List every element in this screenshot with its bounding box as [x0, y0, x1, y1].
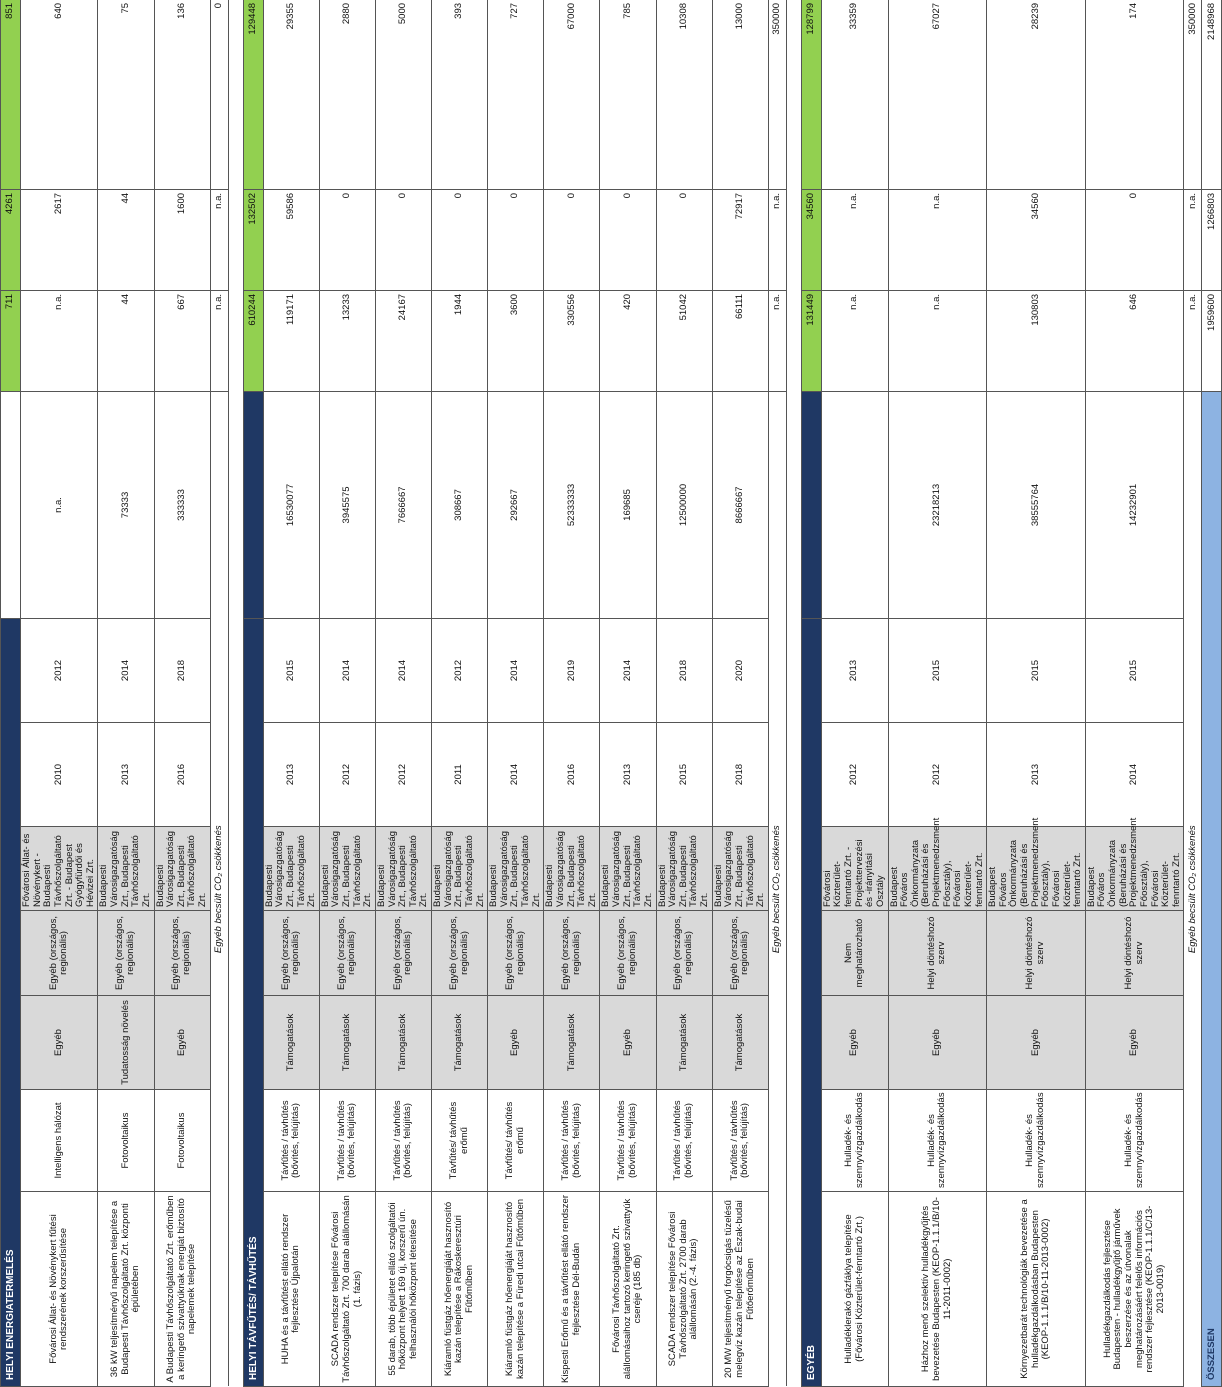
measure-end-year: 2012 [432, 618, 488, 722]
measure-start-year: 2018 [712, 723, 768, 827]
measure-energy-saving: n.a. [821, 290, 888, 391]
measure-category: Fotovoltaikus [98, 1090, 154, 1192]
measure-energy-saving: 51042 [656, 290, 712, 391]
measure-renewable: 2617 [21, 189, 98, 290]
measure-cost: 169685 [600, 391, 656, 618]
other-co2-row [768, 0, 786, 1387]
section-total-renewable: 4261 [1, 189, 21, 290]
measure-tool: Egyéb [987, 996, 1086, 1090]
measure-responsible: Budapesti Városigazgatóság Zrt., Budapesti Távhőszolgáltató Zrt. [263, 827, 319, 911]
measure-name: Környezetbarát technológiák bevezetése a hulladékgazdálkodásban Budapesten (KEOP-1.1.1/B/10-11-2013-0002) [987, 1192, 1086, 1387]
measure-end-year: 2014 [98, 618, 154, 722]
measure-responsible: Budapesti Városigazgatóság Zrt., Budapesti Távhőszolgáltató Zrt. [600, 827, 656, 911]
measure-renewable: 0 [600, 189, 656, 290]
measure-level: Egyéb (országos, regionális) [432, 911, 488, 996]
measure-cost: 8666667 [712, 391, 768, 618]
measure-renewable: 72917 [712, 189, 768, 290]
table-row [154, 0, 210, 1387]
measure-cost: 52333333 [544, 391, 600, 618]
measure-category: Távfűtés / távhűtés (bővítés, felújítás) [656, 1090, 712, 1192]
measure-responsible: Budapesti Városigazgatóság Zrt., Budapesti Távhőszolgáltató Zrt. [432, 827, 488, 911]
measure-start-year: 2012 [319, 723, 375, 827]
measure-energy-saving: 1944 [432, 290, 488, 391]
measure-energy-saving: 119171 [263, 290, 319, 391]
measure-tool: Tudatosság növelés [98, 996, 154, 1090]
measure-tool: Egyéb [600, 996, 656, 1090]
measure-category: Távfűtés/ távhűtés erőmű [488, 1090, 544, 1192]
section-title: HELYI TÁVFŰTÉS/ TÁVHŰTÉS [243, 618, 263, 1386]
table-row [600, 0, 656, 1387]
other-co2-energy: n.a. [210, 290, 228, 391]
measure-cost [821, 391, 888, 618]
measure-start-year: 2013 [263, 723, 319, 827]
measure-responsible: Budapesti Városigazgatóság Zrt., Budapesti Távhőszolgáltató Zrt. [712, 827, 768, 911]
other-co2-energy: n.a. [1184, 290, 1202, 391]
measure-renewable: 59586 [263, 189, 319, 290]
measure-cost: 12500000 [656, 391, 712, 618]
table-row [712, 0, 768, 1387]
table-row [987, 0, 1086, 1387]
other-co2-renewable: n.a. [1184, 189, 1202, 290]
table-body [1, 0, 1222, 1387]
measure-renewable: 0 [488, 189, 544, 290]
measure-name: HUHA és a távfűtést ellátó rendszer fejlesztése Újpalotán [263, 1192, 319, 1387]
measure-category: Távfűtés / távhűtés (bővítés, felújítás) [600, 1090, 656, 1192]
measure-energy-saving: 13233 [319, 290, 375, 391]
section-header-row [1, 0, 21, 1387]
measure-start-year: 2013 [600, 723, 656, 827]
measure-category: Távfűtés / távhűtés (bővítés, felújítás) [263, 1090, 319, 1192]
measure-end-year: 2015 [888, 618, 987, 722]
section-total-energy: 131449 [801, 290, 821, 391]
other-co2-label: Egyéb becsült CO₂ csökkenés [210, 391, 228, 1386]
grand-total-energy: 1959600 [1202, 290, 1222, 391]
measure-level: Egyéb (országos, regionális) [375, 911, 431, 996]
measure-level: Egyéb (országos, regionális) [98, 911, 154, 996]
measure-co2-reduction: 13000 [712, 0, 768, 189]
spacer-row [786, 0, 801, 1387]
section-total-energy: 711 [1, 290, 21, 391]
measure-energy-saving: 420 [600, 290, 656, 391]
measure-end-year: 2020 [712, 618, 768, 722]
measure-start-year: 2012 [375, 723, 431, 827]
table-row [319, 0, 375, 1387]
section-total-co2: 129448 [243, 0, 263, 189]
measure-co2-reduction: 727 [488, 0, 544, 189]
measure-renewable: 0 [1085, 189, 1184, 290]
measure-energy-saving: 646 [1085, 290, 1184, 391]
measure-cost: 308667 [432, 391, 488, 618]
measure-name: 55 darab, több épületet ellátó szolgáltatói hőközpont helyett 169 új, korszerű ún. felhasználói hőközpont létesítése [375, 1192, 431, 1387]
measure-responsible: Budapesti Városigazgatóság Zrt., Budapesti Távhőszolgáltató Zrt. [319, 827, 375, 911]
measure-cost: 14232901 [1085, 391, 1184, 618]
measure-start-year: 2013 [98, 723, 154, 827]
measure-tool: Támogatások [375, 996, 431, 1090]
measure-name: SCADA rendszer telepítése Fővárosi Távhőszolgáltató Zrt. 700 darab alállomásán (1. fázis) [319, 1192, 375, 1387]
measure-name: SCADA rendszer telepítése Fővárosi Távhőszolgáltató Zrt. 2700 darab alállomásán (2.-4. fázis) [656, 1192, 712, 1387]
spacer-cell [786, 0, 801, 1387]
measure-end-year: 2019 [544, 618, 600, 722]
measure-energy-saving: 3600 [488, 290, 544, 391]
measure-start-year: 2013 [987, 723, 1086, 827]
other-co2-label: Egyéb becsült CO₂ csökkenés [768, 391, 786, 1386]
measure-name: 36 kW teljesítményű napelem telepítése a Budapesti Távhőszolgáltató Zrt. központi épületében [98, 1192, 154, 1387]
section-total-renewable: 34560 [801, 189, 821, 290]
measure-renewable: 0 [544, 189, 600, 290]
measure-co2-reduction: 174 [1085, 0, 1184, 189]
section-title: EGYÉB [801, 618, 821, 1386]
measure-responsible: Fővárosi Állat- és Növénykert - Budapesti Távhőszolgáltató Zrt. - Budapest Gyógyfürdői és Hévizei Zrt. [21, 827, 98, 911]
measure-name: Fővárosi Távhőszolgáltató Zrt. alállomásaihoz tartozó keringető szivattyúk cseréje (185 db) [600, 1192, 656, 1387]
measure-level: Helyi döntéshozó szerv [888, 911, 987, 996]
measure-level: Egyéb (országos, regionális) [656, 911, 712, 996]
other-co2-renewable: n.a. [210, 189, 228, 290]
measure-energy-saving: 66111 [712, 290, 768, 391]
measure-tool: Támogatások [712, 996, 768, 1090]
section-total-renewable: 132502 [243, 189, 263, 290]
section-header-row [801, 0, 821, 1387]
table-row [375, 0, 431, 1387]
table-row [888, 0, 987, 1387]
measure-responsible: Budapesti Városigazgatóság Zrt., Budapesti Távhőszolgáltató Zrt. [98, 827, 154, 911]
measure-renewable: 1600 [154, 189, 210, 290]
measure-category: Hulladék- és szennyvízgazdálkodás [888, 1090, 987, 1192]
spacer-row [228, 0, 243, 1387]
measure-responsible: Budapesti Városigazgatóság Zrt., Budapesti Távhőszolgáltató Zrt. [544, 827, 600, 911]
measure-renewable: 0 [432, 189, 488, 290]
measure-energy-saving: 44 [98, 290, 154, 391]
measure-energy-saving: n.a. [21, 290, 98, 391]
measure-category: Távfűtés / távhűtés (bővítés, felújítás) [375, 1090, 431, 1192]
measure-category: Távfűtés / távhűtés (bővítés, felújítás) [712, 1090, 768, 1192]
measure-end-year: 2014 [375, 618, 431, 722]
table-row [98, 0, 154, 1387]
measure-start-year: 2016 [544, 723, 600, 827]
measure-renewable: 44 [98, 189, 154, 290]
other-co2-row [210, 0, 228, 1387]
measure-name: Hulladékgazdálkodás fejlesztése Budapesten - hulladékgyűjtő járművek beszerzése és az útvonalak meghatározásáért felelős információs rendszer fejlesztése (KEOP-1.1.1/C/13-2013-0019) [1085, 1192, 1184, 1387]
measure-cost: n.a. [21, 391, 98, 618]
spacer-cell [228, 0, 243, 1387]
measure-co2-reduction: 33359 [821, 0, 888, 189]
measure-tool: Támogatások [263, 996, 319, 1090]
measure-responsible: Budapesti Városigazgatóság Zrt., Budapesti Távhőszolgáltató Zrt. [488, 827, 544, 911]
measure-level: Egyéb (országos, regionális) [488, 911, 544, 996]
measure-start-year: 2014 [1085, 723, 1184, 827]
measure-level: Egyéb (országos, regionális) [319, 911, 375, 996]
measure-cost: 23218213 [888, 391, 987, 618]
measure-category: Hulladék- és szennyvízgazdálkodás [1085, 1090, 1184, 1192]
table-row [821, 0, 888, 1387]
grand-total-label: ÖSSZESEN [1202, 391, 1222, 1386]
measure-co2-reduction: 29355 [263, 0, 319, 189]
measure-tool: Egyéb [1085, 996, 1184, 1090]
other-co2-value: 350000 [768, 0, 786, 189]
measure-cost: 38555764 [987, 391, 1086, 618]
measure-start-year: 2011 [432, 723, 488, 827]
measure-co2-reduction: 28239 [987, 0, 1086, 189]
section-header-blank [243, 391, 263, 618]
measure-responsible: Budapesti Városigazgatóság Zrt., Budapesti Távhőszolgáltató Zrt. [375, 827, 431, 911]
section-header-blank [801, 391, 821, 618]
measure-end-year: 2015 [987, 618, 1086, 722]
measure-co2-reduction: 2880 [319, 0, 375, 189]
table-row [263, 0, 319, 1387]
measure-co2-reduction: 640 [21, 0, 98, 189]
measure-tool: Egyéb [821, 996, 888, 1090]
measure-renewable: n.a. [888, 189, 987, 290]
measure-responsible: Budapesti Városigazgatóság Zrt., Budapesti Távhőszolgáltató Zrt. [656, 827, 712, 911]
measure-end-year: 2015 [1085, 618, 1184, 722]
measure-level: Egyéb (országos, regionális) [21, 911, 98, 996]
measure-name: Fővárosi Állat- és Növénykert fűtési rendszerének korszerűsítése [21, 1192, 98, 1387]
measure-end-year: 2012 [21, 618, 98, 722]
measure-start-year: 2012 [821, 723, 888, 827]
measure-tool: Egyéb [21, 996, 98, 1090]
measure-responsible: Budapest Főváros Önkormányzata (Beruházási és Projektmenedzsment Főosztály), Fővárosi Közterület-fenntartó Zrt. [888, 827, 987, 911]
other-co2-renewable: n.a. [768, 189, 786, 290]
other-co2-value: 350000 [1184, 0, 1202, 189]
measure-start-year: 2016 [154, 723, 210, 827]
measure-end-year: 2014 [600, 618, 656, 722]
measure-name: Kiáramló füstgáz hőenergiáját hasznosító kazán telepítése a Rákoskeresztúri Fűtőműben [432, 1192, 488, 1387]
measure-co2-reduction: 67000 [544, 0, 600, 189]
measure-level: Helyi döntéshozó szerv [1085, 911, 1184, 996]
measure-category: Távfűtés/ távhűtés erőmű [432, 1090, 488, 1192]
table-row [488, 0, 544, 1387]
measure-category: Intelligens hálózat [21, 1090, 98, 1192]
measure-cost: 7666667 [375, 391, 431, 618]
measure-tool: Egyéb [888, 996, 987, 1090]
measure-tool: Egyéb [488, 996, 544, 1090]
measure-renewable: 0 [319, 189, 375, 290]
other-co2-energy: n.a. [768, 290, 786, 391]
other-co2-row [1184, 0, 1202, 1387]
measure-tool: Támogatások [319, 996, 375, 1090]
section-header-row [243, 0, 263, 1387]
measure-category: Fotovoltaikus [154, 1090, 210, 1192]
table-row [544, 0, 600, 1387]
measure-end-year: 2018 [656, 618, 712, 722]
measure-co2-reduction: 136 [154, 0, 210, 189]
table-row [21, 0, 98, 1387]
measure-tool: Támogatások [544, 996, 600, 1090]
measure-tool: Támogatások [432, 996, 488, 1090]
measure-responsible: Budapesti Városigazgatóság Zrt., Budapesti Távhőszolgáltató Zrt. [154, 827, 210, 911]
measure-co2-reduction: 785 [600, 0, 656, 189]
measure-energy-saving: 130803 [987, 290, 1086, 391]
measure-level: Egyéb (országos, regionális) [600, 911, 656, 996]
measure-cost: 73333 [98, 391, 154, 618]
measure-name: Házhoz menő szelektív hulladékgyűjtés bevezetése Budapesten (KEOP-1.1.1/B/10-11-2011-0002) [888, 1192, 987, 1387]
table-row [1085, 0, 1184, 1387]
measure-end-year: 2018 [154, 618, 210, 722]
measure-start-year: 2014 [488, 723, 544, 827]
measure-end-year: 2014 [488, 618, 544, 722]
measure-name: Hulladéklerakó gázfáklya telepítése (Fővárosi Közterület-fenntartó Zrt.) [821, 1192, 888, 1387]
measure-name: Kispesti Erőmű és a távfűtést ellátó rendszer fejlesztése Dél-Budán [544, 1192, 600, 1387]
measure-level: Egyéb (országos, regionális) [154, 911, 210, 996]
measure-cost: 292667 [488, 391, 544, 618]
measure-co2-reduction: 75 [98, 0, 154, 189]
measure-co2-reduction: 393 [432, 0, 488, 189]
measure-category: Távfűtés / távhűtés (bővítés, felújítás) [319, 1090, 375, 1192]
section-title: HELYI ENERGIATERMELÉS [1, 618, 21, 1386]
measure-name: A Budapesti Távhőszolgáltató Zrt. erőműben a keringető szivattyúknak energiát biztosító napelemek telepítése [154, 1192, 210, 1387]
section-header-blank [1, 391, 21, 618]
measure-co2-reduction: 10308 [656, 0, 712, 189]
measure-level: Egyéb (országos, regionális) [712, 911, 768, 996]
measure-level: Egyéb (országos, regionális) [263, 911, 319, 996]
measure-energy-saving: 667 [154, 290, 210, 391]
measure-renewable: n.a. [821, 189, 888, 290]
section-total-co2: 851 [1, 0, 21, 189]
measure-cost: 333333 [154, 391, 210, 618]
measure-end-year: 2014 [319, 618, 375, 722]
measure-tool: Egyéb [154, 996, 210, 1090]
other-co2-value: 0 [210, 0, 228, 189]
measure-cost: 16530077 [263, 391, 319, 618]
measure-category: Hulladék- és szennyvízgazdálkodás [987, 1090, 1086, 1192]
measure-energy-saving: 24167 [375, 290, 431, 391]
measure-start-year: 2012 [888, 723, 987, 827]
measure-category: Távfűtés / távhűtés (bővítés, felújítás) [544, 1090, 600, 1192]
measure-renewable: 0 [656, 189, 712, 290]
measure-end-year: 2013 [821, 618, 888, 722]
measure-energy-saving: 330556 [544, 290, 600, 391]
other-co2-label: Egyéb becsült CO₂ csökkenés [1184, 391, 1202, 1386]
measure-end-year: 2015 [263, 618, 319, 722]
measure-responsible: Fővárosi Közterület-fenntartó Zrt. - Projekttervezési és -irányítási Osztály [821, 827, 888, 911]
table-row [432, 0, 488, 1387]
measure-co2-reduction: 67027 [888, 0, 987, 189]
measure-level: Egyéb (országos, regionális) [544, 911, 600, 996]
measure-level: Helyi döntéshozó szerv [987, 911, 1086, 996]
measure-renewable: 34560 [987, 189, 1086, 290]
measure-tool: Támogatások [656, 996, 712, 1090]
grand-total-row [1202, 0, 1222, 1387]
measure-start-year: 2010 [21, 723, 98, 827]
measure-cost: 3945575 [319, 391, 375, 618]
section-total-co2: 128799 [801, 0, 821, 189]
grand-total-co2: 2148968 [1202, 0, 1222, 189]
measure-name: 20 MW teljesítményű forgócsigás tüzelésű melegvíz kazán telepítése az Észak-budai Fűtőerőműben [712, 1192, 768, 1387]
measure-name: Kiáramló füstgáz hőenergiáját hasznosító kazán telepítése a Füredi utcai Fűtőműben [488, 1192, 544, 1387]
measure-co2-reduction: 5000 [375, 0, 431, 189]
measure-energy-saving: n.a. [888, 290, 987, 391]
measure-responsible: Budapest Főváros Önkormányzata (Beruházási és Projektmenedzsment Főosztály), Fővárosi Közterület-fenntartó Zrt. [987, 827, 1086, 911]
measure-level: Nem meghatározható [821, 911, 888, 996]
measure-renewable: 0 [375, 189, 431, 290]
measure-category: Hulladék- és szennyvízgazdálkodás [821, 1090, 888, 1192]
table-row [656, 0, 712, 1387]
grand-total-renewable: 1266803 [1202, 189, 1222, 290]
measure-start-year: 2015 [656, 723, 712, 827]
measure-responsible: Budapest Főváros Önkormányzata (Beruházási és Projektmenedzsment Főosztály), Fővárosi Közterület-fenntartó Zrt. [1085, 827, 1184, 911]
section-total-energy: 610244 [243, 290, 263, 391]
